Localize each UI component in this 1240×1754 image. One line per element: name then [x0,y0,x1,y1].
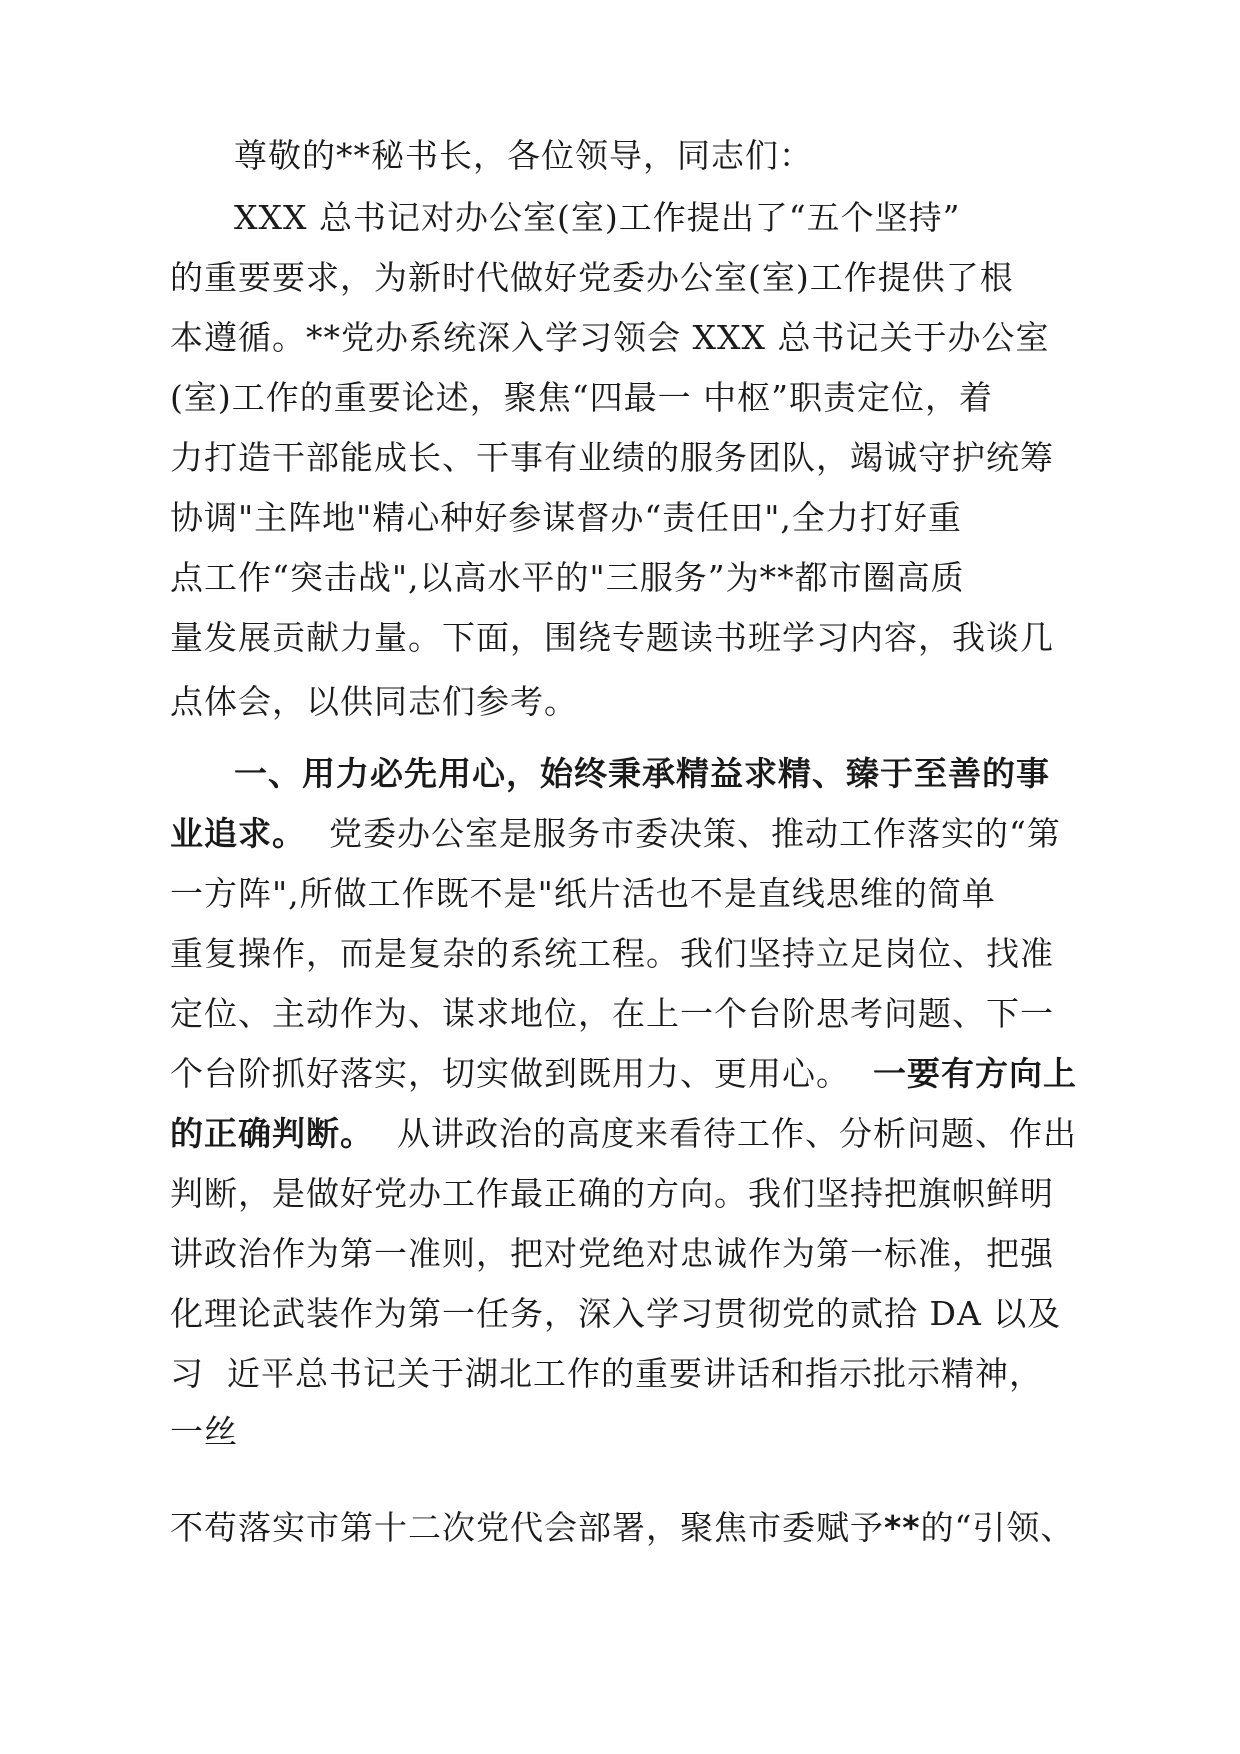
paragraph-1-line-8: 量发展贡献力量。下面，围绕专题读书班学习内容，我谈几 [170,618,1054,657]
paragraph-2-text-continued: 从讲政治的高度来看待工作、分析问题、作出 [374,1114,1077,1153]
sub-heading-1-end: 的正确判断。 [170,1114,374,1153]
paragraph-2-line-6 [170,1114,1077,1154]
greeting: 尊敬的**秘书长，各位领导，同志们： [234,136,813,175]
paragraph-2-line-2: 一方阵",所做工作既不是"纸片活也不是直线思维的简单 [170,874,996,913]
paragraph-3-text: 不苟落实市第十二次党代会部署，聚焦市委赋予 [170,1508,884,1547]
paragraph-2-line-7: 判断，是做好党办工作最正确的方向。我们坚持把旗帜鲜明 [170,1174,1054,1213]
paragraph-1-line-4: (室)工作的重要论述，聚焦“四最一 中枢”职责定位，着 [170,378,993,417]
paragraph-3-line-1 [170,1508,1074,1548]
paragraph-1-line-5: 力打造干部能成长、干事有业绩的服务团队，竭诚守护统筹 [170,438,1054,477]
section-heading-1: 一、用力必先用心，始终秉承精益求精、臻于至善的事 [234,754,1050,793]
paragraph-1-line-7: 点工作“突击战",以高水平的"三服务”为**都市圈高质 [170,558,965,597]
section-heading-1-end: 业追求。 [170,814,306,853]
paragraph-2-line-3: 重复操作，而是复杂的系统工程。我们坚持立足岗位、找准 [170,934,1054,973]
redacted-name: ** [884,1508,921,1547]
paragraph-1-line-2: 的重要要求，为新时代做好党委办公室(室)工作提供了根 [170,258,1014,297]
paragraph-2-text-end: 个台阶抓好落实，切实做到既用力、更用心。 [170,1054,873,1093]
paragraph-2-text: 党委办公室是服务市委决策、推动工作落实的“第 [306,814,1061,853]
paragraph-2-line-10: 习 近平总书记关于湖北工作的重要讲话和指示批示精神， [170,1354,1043,1393]
paragraph-2-line-11: 一丝 [170,1412,238,1451]
paragraph-2-line-9: 化理论武装作为第一任务，深入学习贯彻党的贰拾 DA 以及 [170,1294,1062,1333]
paragraph-3-text-end: 的“引领、 [920,1508,1075,1547]
paragraph-1-line-1: XXX 总书记对办公室(室)工作提出了“五个坚持” [234,198,961,237]
paragraph-1-line-6: 协调"主阵地"精心种好参谋督办“责任田",全力打好重 [170,498,962,537]
paragraph-2-line-1 [170,814,1061,854]
paragraph-2-line-4: 定位、主动作为、谋求地位，在上一个台阶思考问题、下一 [170,994,1054,1033]
paragraph-2-line-5 [170,1054,1077,1094]
sub-heading-1: 一要有方向上 [872,1054,1077,1093]
paragraph-1-line-3: 本遵循。**党办系统深入学习领会 XXX 总书记关于办公室 [170,318,1050,357]
paragraph-2-line-8: 讲政治作为第一准则，把对党绝对忠诚作为第一标准，把强 [170,1234,1054,1273]
paragraph-1-line-9: 点体会，以供同志们参考。 [170,682,578,721]
